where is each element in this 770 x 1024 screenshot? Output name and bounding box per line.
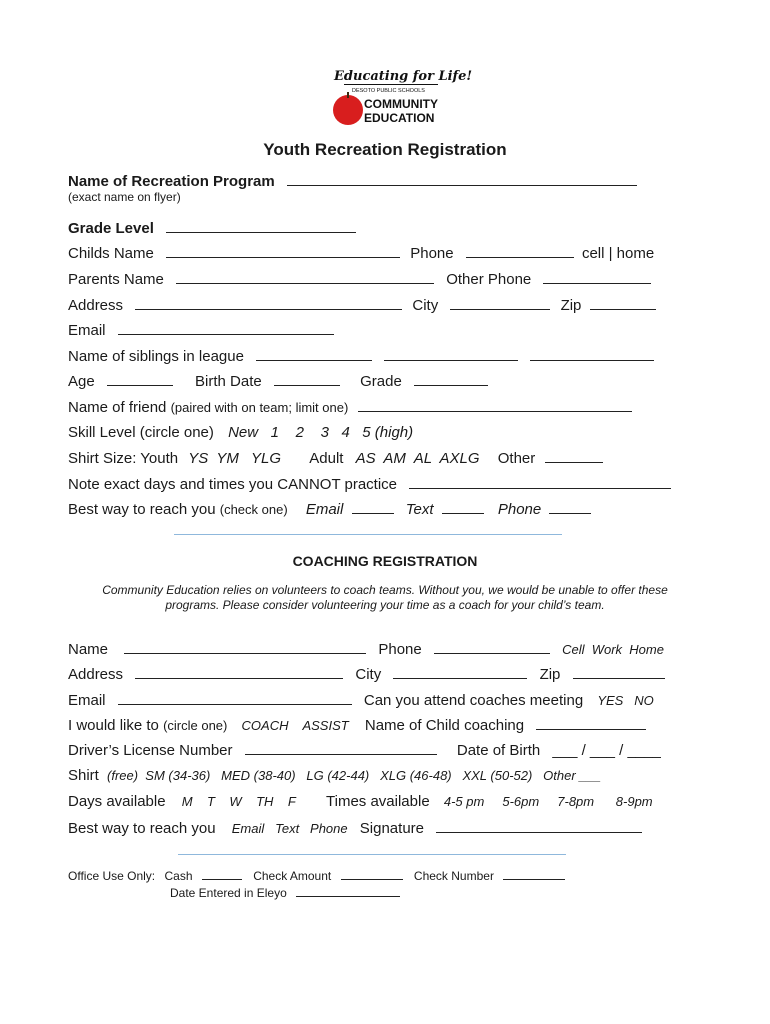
cash-field[interactable] (202, 868, 242, 880)
logo-tagline: Educating for Life! (334, 69, 473, 84)
sibling-field-2[interactable] (384, 347, 518, 361)
coach-city-field[interactable] (393, 665, 527, 679)
parents-name-label: Parents Name (68, 271, 164, 288)
program-row (68, 172, 637, 190)
shirt-adult-options[interactable]: AS AM AL AXLG (355, 450, 480, 467)
coach-name-label: Name (68, 641, 109, 658)
page-title: Youth Recreation Registration (263, 140, 507, 159)
coach-zip-label: Zip (539, 666, 561, 683)
grade-field[interactable] (414, 372, 488, 386)
coach-zip-field[interactable] (573, 665, 665, 679)
child-coaching-label: Name of Child coaching (364, 717, 525, 734)
email-label: Email (68, 322, 106, 339)
address-label: Address (68, 297, 124, 314)
email-check[interactable] (352, 500, 394, 514)
coach-shirt-label: Shirt (68, 767, 99, 784)
cash-label: Cash (164, 869, 193, 883)
phone-field[interactable] (466, 244, 574, 258)
program-field[interactable] (287, 172, 637, 186)
coaching-heading: COACHING REGISTRATION (292, 553, 478, 569)
check-amount-field[interactable] (341, 868, 403, 880)
date-entered-label: Date Entered in Eleyo (170, 886, 287, 900)
coach-email-field[interactable] (118, 691, 352, 705)
birth-date-label: Birth Date (195, 373, 262, 390)
office-use-label: Office Use Only: (68, 869, 156, 883)
check-number-label: Check Number (413, 869, 494, 883)
city-field[interactable] (450, 296, 550, 310)
days-options[interactable]: M T W TH F (181, 794, 296, 809)
friend-hint: (paired with on team; limit one) (170, 400, 349, 415)
childs-name-label: Childs Name (68, 245, 154, 262)
logo-education: EDUCATION (364, 111, 435, 125)
coaching-intro-line2: programs. Please consider volunteering your time as a coach for your child’s team. (165, 598, 605, 612)
shirt-other-label: Other (497, 450, 536, 467)
text-check[interactable] (442, 500, 484, 514)
coach-address-field[interactable] (135, 665, 343, 679)
community-education-logo (330, 66, 473, 128)
grade-label: Grade (360, 373, 402, 390)
phone-label: Phone (410, 245, 454, 262)
shirt-adult-label: Adult (309, 450, 344, 467)
coach-best-way-options[interactable]: Email Text Phone (231, 821, 348, 836)
zip-field[interactable] (590, 296, 656, 310)
email-field[interactable] (118, 321, 334, 335)
address-field[interactable] (135, 296, 402, 310)
date-entered-field[interactable] (296, 885, 400, 897)
times-available-label: Times available (326, 793, 430, 810)
coach-city-label: City (355, 666, 382, 683)
coach-shirt-options[interactable]: (free) SM (34-36) MED (38-40) LG (42-44) XLG (46-48) XXL (50-52) Other ___ (107, 768, 601, 783)
shirt-size-label: Shirt Size: Youth (68, 450, 179, 467)
shirt-youth-options[interactable]: YS YM YLG (188, 450, 282, 467)
skill-level-options[interactable]: New 1 2 3 4 5 (high) (228, 424, 414, 441)
attend-yes-no-options[interactable]: YES NO (597, 693, 654, 708)
coach-phone-type-options[interactable]: Cell Work Home (562, 642, 664, 657)
signature-label: Signature (359, 820, 424, 837)
times-options[interactable]: 4-5 pm 5-6pm 7-8pm 8-9pm (443, 794, 653, 809)
license-label: Driver’s License Number (68, 742, 233, 759)
option-email: Email (305, 501, 344, 518)
sibling-field-3[interactable] (530, 347, 654, 361)
friend-field[interactable] (358, 398, 632, 412)
siblings-label: Name of siblings in league (68, 348, 244, 365)
dob-field[interactable]: ___ / ___ / ____ (552, 742, 661, 759)
coach-name-field[interactable] (124, 640, 366, 654)
section-divider (174, 534, 562, 535)
grade-level-label: Grade Level (68, 220, 154, 237)
other-phone-field[interactable] (543, 270, 651, 284)
coach-email-label: Email (68, 692, 106, 709)
days-available-label: Days available (68, 793, 166, 810)
phone-check[interactable] (549, 500, 591, 514)
best-way-hint: (check one) (219, 502, 288, 517)
license-field[interactable] (245, 741, 437, 755)
childs-name-field[interactable] (166, 244, 400, 258)
birth-date-field[interactable] (274, 372, 340, 386)
cell-home-label: cell | home (581, 245, 655, 262)
option-text: Text (405, 501, 434, 518)
friend-label: Name of friend (68, 399, 167, 416)
circle-one-hint: (circle one) (163, 718, 228, 733)
coach-phone-label: Phone (378, 641, 422, 658)
coaching-intro-line1: Community Education relies on volunteers to coach teams. Without you, we would be unable to offer these (102, 583, 668, 597)
best-way-label: Best way to reach you (68, 501, 216, 518)
age-field[interactable] (107, 372, 173, 386)
coach-address-label: Address (68, 666, 124, 683)
coach-assist-options[interactable]: COACH ASSIST (241, 718, 349, 733)
grade-level-field[interactable] (166, 219, 356, 233)
signature-field[interactable] (436, 819, 642, 833)
would-like-label: I would like to (68, 717, 159, 734)
skill-level-label: Skill Level (circle one) (68, 424, 214, 441)
cannot-practice-label: Note exact days and times you CANNOT practice (68, 476, 398, 493)
office-divider (178, 854, 566, 855)
other-phone-label: Other Phone (446, 271, 532, 288)
coach-phone-field[interactable] (434, 640, 550, 654)
dob-label: Date of Birth (456, 742, 541, 759)
program-label: Name of Recreation Program (68, 173, 275, 190)
age-label: Age (68, 373, 95, 390)
child-coaching-field[interactable] (536, 716, 646, 730)
sibling-field-1[interactable] (256, 347, 372, 361)
cannot-practice-field[interactable] (409, 475, 671, 489)
check-amount-label: Check Amount (253, 869, 332, 883)
check-number-field[interactable] (503, 868, 565, 880)
parents-name-field[interactable] (176, 270, 434, 284)
program-hint: (exact name on flyer) (68, 190, 181, 204)
attend-meeting-label: Can you attend coaches meeting (363, 692, 584, 709)
city-label: City (412, 297, 439, 314)
logo-district: DESOTO PUBLIC SCHOOLS (352, 88, 425, 94)
zip-label: Zip (560, 297, 582, 314)
shirt-other-field[interactable] (545, 449, 603, 463)
option-phone: Phone (497, 501, 542, 518)
logo-community: COMMUNITY (364, 97, 438, 111)
coach-best-way-label: Best way to reach you (68, 820, 216, 837)
